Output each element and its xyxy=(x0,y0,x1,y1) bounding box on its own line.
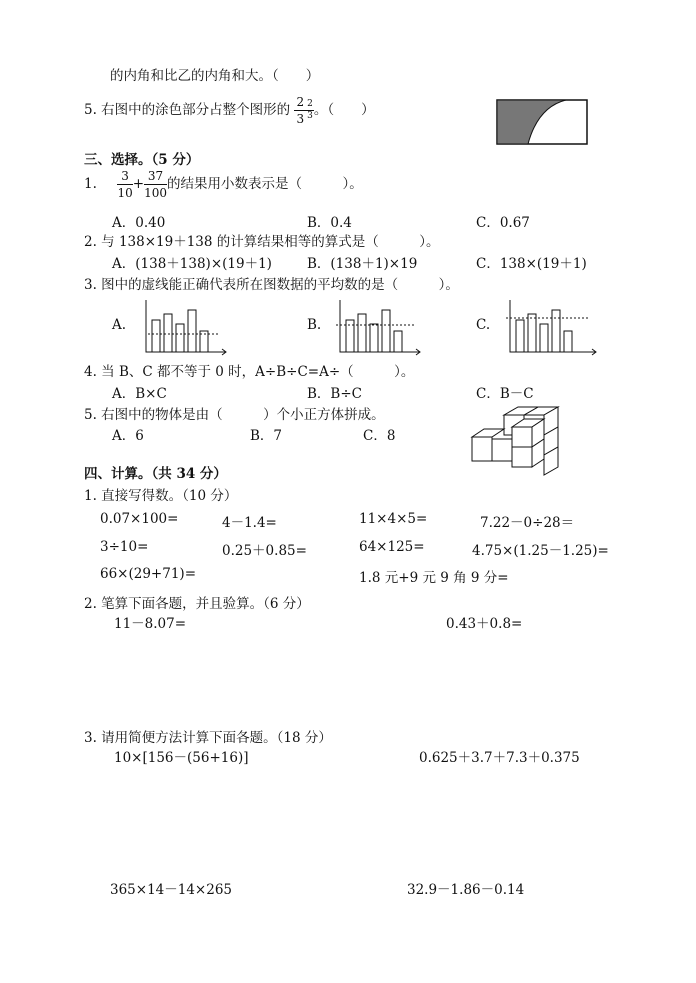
option-c: C．0.67 xyxy=(476,215,530,231)
calc-item: 64×125= xyxy=(359,539,425,555)
fraction xyxy=(294,96,306,125)
calc-item: 1.8 元+9 元 9 角 9 分= xyxy=(359,570,509,586)
part-2-heading: 2. 笔算下面各题，并且验算。（6 分） xyxy=(84,596,310,612)
option-a: A．0.40 xyxy=(112,215,166,231)
fraction xyxy=(117,170,132,199)
question-3-5: 5. 右图中的物体是由（ ）个小正方体拼成。 xyxy=(84,407,385,423)
section-3-title: 三、选择。（5 分） xyxy=(84,152,200,168)
numerator: 2 xyxy=(296,95,305,109)
question-3-3: 3. 图中的虚线能正确代表所在图数据的平均数的是（ ）。 xyxy=(84,277,459,293)
part-1-heading: 1. 直接写得数。（10 分） xyxy=(84,488,238,504)
calc-item: 32.9－1.86－0.14 xyxy=(407,882,525,898)
calc-item: 66×(29+71)= xyxy=(100,566,197,582)
section-4-title: 四、计算。（共 34 分） xyxy=(84,466,227,482)
option-c: C．8 xyxy=(363,428,396,444)
question-5-fraction xyxy=(84,96,375,125)
question-3-4: 4. 当 B、C 都不等于 0 时，A÷B÷C=A÷（ ）。 xyxy=(84,364,415,380)
option-a: A. xyxy=(112,317,127,333)
option-c: C．B－C xyxy=(476,386,534,402)
option-b: B．B÷C xyxy=(307,386,362,402)
calc-item: 365×14－14×265 xyxy=(110,882,233,898)
numerator: 3 xyxy=(117,170,132,185)
numerator: 37 xyxy=(144,170,167,185)
small-fraction xyxy=(306,100,314,121)
calc-item: 4－1.4= xyxy=(222,515,277,531)
calc-item: 4.75×(1.25－1.25)= xyxy=(472,543,609,559)
cube-stack-figure xyxy=(468,405,564,475)
option-b: B. xyxy=(307,317,322,333)
calc-item: 0.25＋0.85= xyxy=(222,543,307,559)
question-3-1 xyxy=(84,170,363,199)
denominator: 3 xyxy=(296,112,305,126)
denominator: 10 xyxy=(117,186,133,200)
question-number: 1. xyxy=(84,176,97,192)
bar-chart-c xyxy=(504,300,602,358)
calc-item: 7.22－0÷28＝ xyxy=(480,515,575,531)
option-a: A．6 xyxy=(112,428,144,444)
calc-item: 11×4×5= xyxy=(359,511,428,527)
option-a: A．(138＋138)×(19＋1) xyxy=(112,256,272,272)
part-3-heading: 3. 请用简便方法计算下面各题。（18 分） xyxy=(84,730,332,746)
calc-item: 11－8.07= xyxy=(114,616,187,632)
option-c: C. xyxy=(476,317,491,333)
option-b: B．0.4 xyxy=(307,215,352,231)
question-3-2: 2. 与 138×19＋138 的计算结果相等的算式是（ ）。 xyxy=(84,234,440,250)
calc-item: 0.07×100= xyxy=(100,511,179,527)
calc-item: 0.43＋0.8= xyxy=(446,616,523,632)
option-b: B．(138＋1)×19 xyxy=(307,256,418,272)
option-c: C．138×(19＋1) xyxy=(476,256,587,272)
calc-item: 0.625＋3.7＋7.3＋0.375 xyxy=(419,750,580,766)
denominator: 3 xyxy=(307,111,313,121)
numerator: 2 xyxy=(307,99,313,109)
question-continuation: 的内角和比乙的内角和大。（ ） xyxy=(110,68,320,84)
option-a: A．B×C xyxy=(112,386,167,402)
bar-chart-b xyxy=(334,300,424,358)
answer-blank: 。（ ） xyxy=(313,102,375,118)
question-5-text: 5. 右图中的涂色部分占整个图形的 xyxy=(84,102,291,118)
calc-item: 3÷10= xyxy=(100,539,149,555)
fraction xyxy=(144,170,167,199)
option-b: B．7 xyxy=(250,428,283,444)
bar-chart-a xyxy=(140,300,230,358)
plus-sign: + xyxy=(132,176,145,192)
calc-item: 10×[156－(56+16)] xyxy=(114,750,249,766)
question-text: 的结果用小数表示是（ ）。 xyxy=(166,176,363,192)
shaded-rectangle-figure xyxy=(496,99,588,145)
denominator: 100 xyxy=(144,186,167,200)
